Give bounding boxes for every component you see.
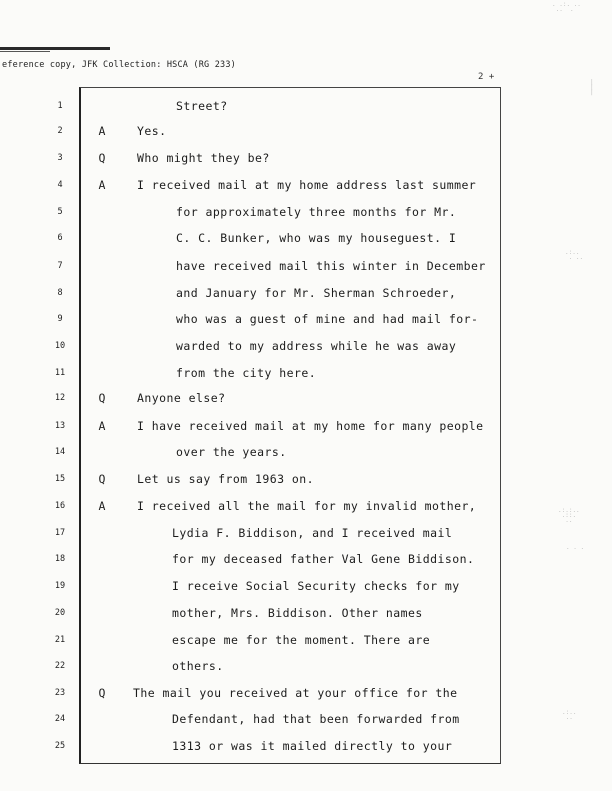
speaker-label: Q	[98, 686, 106, 700]
line-text: have received mail this winter in December	[176, 259, 486, 273]
transcript-line	[0, 633, 612, 653]
line-number: 12	[54, 393, 66, 403]
line-number: 19	[54, 581, 66, 591]
line-text: Defendant, had that been forwarded from	[172, 712, 460, 726]
transcript-line	[0, 526, 612, 546]
line-text: 1313 or was it mailed directly to your	[172, 739, 453, 753]
line-number: 15	[54, 474, 66, 484]
transcript-line	[0, 312, 612, 332]
line-number: 5	[57, 207, 63, 217]
scan-artifact: .:.. . ..	[565, 249, 584, 261]
line-text: for approximately three months for Mr.	[176, 205, 457, 219]
page-mark: 2 +	[478, 72, 495, 82]
reference-header: eference copy, JFK Collection: HSCA (RG 233)	[2, 60, 236, 70]
line-text: I received all the mail for my invalid mother,	[137, 499, 477, 513]
header-rule	[0, 47, 110, 50]
transcript-line	[0, 709, 612, 732]
transcript-line	[0, 552, 612, 572]
transcript-line	[0, 419, 612, 439]
line-number: 16	[54, 501, 66, 511]
line-number: 11	[54, 368, 66, 378]
line-number: 23	[54, 688, 66, 698]
line-text: I receive Social Security checks for my	[172, 579, 460, 593]
line-text: Let us say from 1963 on.	[137, 472, 314, 486]
transcript-line	[0, 124, 612, 144]
transcript-line	[0, 151, 612, 171]
transcript-line	[0, 259, 612, 279]
line-text: Anyone else?	[137, 391, 226, 405]
header-rule-short	[0, 51, 50, 52]
line-number: 13	[54, 421, 66, 431]
line-number: 14	[54, 447, 66, 457]
line-number: 6	[57, 233, 63, 243]
line-text: mother, Mrs. Biddison. Other names	[172, 606, 423, 620]
line-text: over the years.	[176, 445, 287, 459]
line-number: 10	[54, 341, 66, 351]
line-text: and January for Mr. Sherman Schroeder,	[176, 286, 457, 300]
transcript-line	[0, 366, 612, 386]
transcript-line	[0, 606, 612, 626]
line-text: who was a guest of mine and had mail for-	[176, 312, 479, 326]
transcript-line	[0, 686, 612, 706]
scan-artifact: . .:. .. .. .	[552, 1, 581, 13]
line-number: 21	[54, 635, 66, 645]
transcript-line	[0, 205, 612, 225]
speaker-label: Q	[98, 391, 106, 405]
line-number: 18	[54, 554, 66, 564]
speaker-label: A	[98, 124, 106, 138]
transcript-line	[0, 286, 612, 306]
transcript-line	[0, 178, 612, 198]
line-text: Street?	[176, 99, 228, 113]
speaker-label: Q	[98, 472, 106, 486]
line-number: 9	[57, 314, 63, 324]
speaker-label: A	[98, 178, 106, 192]
line-text: others.	[172, 659, 224, 673]
line-number: 24	[54, 714, 66, 724]
line-number: 17	[54, 528, 66, 538]
line-text: I have received mail at my home for many people	[137, 419, 484, 433]
line-text: Lydia F. Biddison, and I received mail	[172, 526, 453, 540]
line-text: from the city here.	[176, 366, 317, 380]
line-text: Yes.	[137, 124, 167, 138]
line-number: 22	[54, 661, 66, 671]
line-number: 7	[57, 261, 63, 271]
scan-artifact: . . .	[566, 544, 585, 551]
line-text: The mail you received at your office for the	[133, 686, 458, 700]
transcript-line	[0, 339, 612, 359]
line-text: escape me for the moment. There are	[172, 633, 431, 647]
scan-artifact: .:.:.. .::. ..	[558, 507, 580, 524]
scan-artifact: .:.. ..	[562, 709, 577, 721]
transcript-line	[0, 472, 612, 492]
line-text: C. C. Bunker, who was my houseguest. I	[176, 231, 457, 245]
line-text: for my deceased father Val Gene Biddison.	[172, 552, 475, 566]
line-number: 25	[54, 741, 66, 751]
transcript-line	[0, 445, 612, 465]
line-text: I received mail at my home address last summer	[137, 178, 477, 192]
line-number: 2	[57, 126, 63, 136]
speaker-label: A	[98, 419, 106, 433]
line-number: 4	[57, 180, 63, 190]
transcript-line	[0, 391, 612, 411]
transcript-line	[0, 579, 612, 599]
transcript-line	[0, 739, 612, 759]
line-number: 3	[57, 153, 63, 163]
line-text: warded to my address while he was away	[176, 339, 457, 353]
transcript-line	[0, 99, 612, 119]
transcript-line	[0, 231, 612, 251]
line-number: 8	[57, 288, 63, 298]
transcript-line	[0, 499, 612, 519]
line-number: 20	[54, 608, 66, 618]
transcript-line	[0, 659, 612, 679]
line-number: 1	[57, 101, 63, 111]
scan-artifact: | | |	[590, 79, 594, 96]
line-text: Who might they be?	[137, 151, 270, 165]
speaker-label: Q	[98, 151, 106, 165]
speaker-label: A	[98, 499, 106, 513]
